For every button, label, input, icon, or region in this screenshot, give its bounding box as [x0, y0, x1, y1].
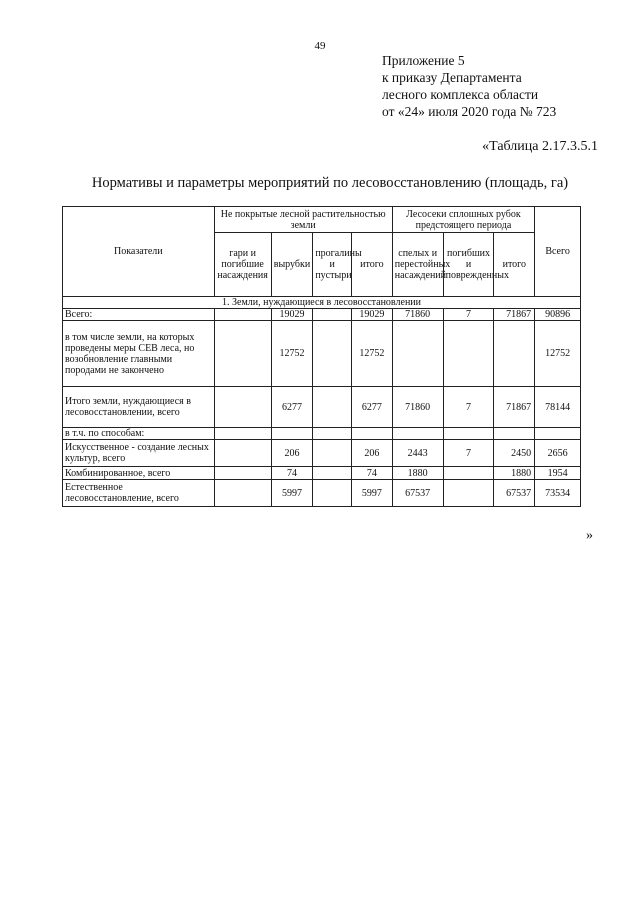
- header-total: Всего: [535, 207, 581, 297]
- cell: 7: [443, 440, 494, 467]
- section-title: 1. Земли, нуждающиеся в лесовосстановлении: [63, 297, 581, 309]
- cell: 90896: [535, 309, 581, 321]
- cell: 5997: [271, 480, 313, 507]
- header-subtotal-1: итого: [351, 233, 392, 297]
- cell: [443, 428, 494, 440]
- cell: [214, 467, 271, 480]
- cell: [214, 428, 271, 440]
- cell: 2450: [494, 440, 535, 467]
- appendix-line: к приказу Департамента: [382, 70, 522, 85]
- cell: 206: [351, 440, 392, 467]
- parameters-table: [62, 206, 581, 507]
- row-label: в том числе земли, на которых проведены меры СЕВ леса, но возобновление главными породами не закончено: [63, 321, 215, 387]
- cell: 7: [443, 309, 494, 321]
- table-row: [63, 440, 581, 467]
- header-group-clearcuts: Лесосеки сплошных рубок предстоящего периода: [392, 207, 534, 233]
- row-label: Комбинированное, всего: [63, 467, 215, 480]
- cell: 71867: [494, 309, 535, 321]
- cell: 2443: [392, 440, 443, 467]
- header-group-uncovered: Не покрытые лесной растительностью земли: [214, 207, 392, 233]
- cell: [443, 467, 494, 480]
- table-row: [63, 309, 581, 321]
- cell: [313, 387, 352, 428]
- row-label: Всего:: [63, 309, 215, 321]
- cell: 71860: [392, 309, 443, 321]
- cell: [392, 428, 443, 440]
- cell: [313, 440, 352, 467]
- table-row: [63, 428, 581, 440]
- cell: 67537: [392, 480, 443, 507]
- row-label: Итого земли, нуждающиеся в лесовосстановлении, всего: [63, 387, 215, 428]
- cell: [443, 480, 494, 507]
- cell: 74: [271, 467, 313, 480]
- cell: 12752: [271, 321, 313, 387]
- cell: 1880: [392, 467, 443, 480]
- header-indicators: Показатели: [63, 207, 215, 297]
- cell: 1954: [535, 467, 581, 480]
- cell: 12752: [535, 321, 581, 387]
- cell: [313, 321, 352, 387]
- cell: [535, 428, 581, 440]
- cell: 74: [351, 467, 392, 480]
- cell: 7: [443, 387, 494, 428]
- cell: 12752: [351, 321, 392, 387]
- page-number: 49: [314, 40, 326, 52]
- appendix-line: от «24» июля 2020 года № 723: [382, 104, 557, 119]
- table-row: [63, 321, 581, 387]
- table-number: «Таблица 2.17.3.5.1: [482, 139, 598, 154]
- cell: [392, 321, 443, 387]
- cell: 5997: [351, 480, 392, 507]
- header-damaged: погибших и поврежденных: [443, 233, 494, 297]
- document-title: Нормативы и параметры мероприятий по лесовосстановлению (площадь, га): [91, 175, 569, 191]
- cell: 6277: [351, 387, 392, 428]
- cell: 2656: [535, 440, 581, 467]
- table-row: [63, 480, 581, 507]
- cell: 73534: [535, 480, 581, 507]
- row-label: в т.ч. по способам:: [63, 428, 215, 440]
- row-label: Естественное лесовосстановление, всего: [63, 480, 215, 507]
- cell: [313, 428, 352, 440]
- header-glades: прогалины и пустыри: [313, 233, 352, 297]
- table-row: [63, 387, 581, 428]
- cell: [351, 428, 392, 440]
- cell: 6277: [271, 387, 313, 428]
- cell: 206: [271, 440, 313, 467]
- cell: [443, 321, 494, 387]
- header-burned: гари и погибшие насаждения: [214, 233, 271, 297]
- cell: [313, 467, 352, 480]
- header-subtotal-2: итого: [494, 233, 535, 297]
- cell: [313, 480, 352, 507]
- appendix-line: лесного комплекса области: [382, 87, 539, 102]
- row-label: Искусственное - создание лесных культур, всего: [63, 440, 215, 467]
- table-row: [63, 467, 581, 480]
- cell: 67537: [494, 480, 535, 507]
- cell: [271, 428, 313, 440]
- cell: [313, 309, 352, 321]
- cell: 71860: [392, 387, 443, 428]
- cell: [494, 321, 535, 387]
- closing-quote: »: [586, 528, 593, 543]
- cell: [214, 321, 271, 387]
- cell: [214, 387, 271, 428]
- header-mature: спелых и перестойных насаждений: [392, 233, 443, 297]
- appendix-line: Приложение 5: [382, 53, 465, 68]
- cell: [214, 440, 271, 467]
- cell: [494, 428, 535, 440]
- cell: 1880: [494, 467, 535, 480]
- header-cuttings: вырубки: [271, 233, 313, 297]
- cell: 19029: [351, 309, 392, 321]
- cell: 19029: [271, 309, 313, 321]
- cell: [214, 309, 271, 321]
- cell: 78144: [535, 387, 581, 428]
- cell: [214, 480, 271, 507]
- cell: 71867: [494, 387, 535, 428]
- appendix-block: [382, 52, 556, 120]
